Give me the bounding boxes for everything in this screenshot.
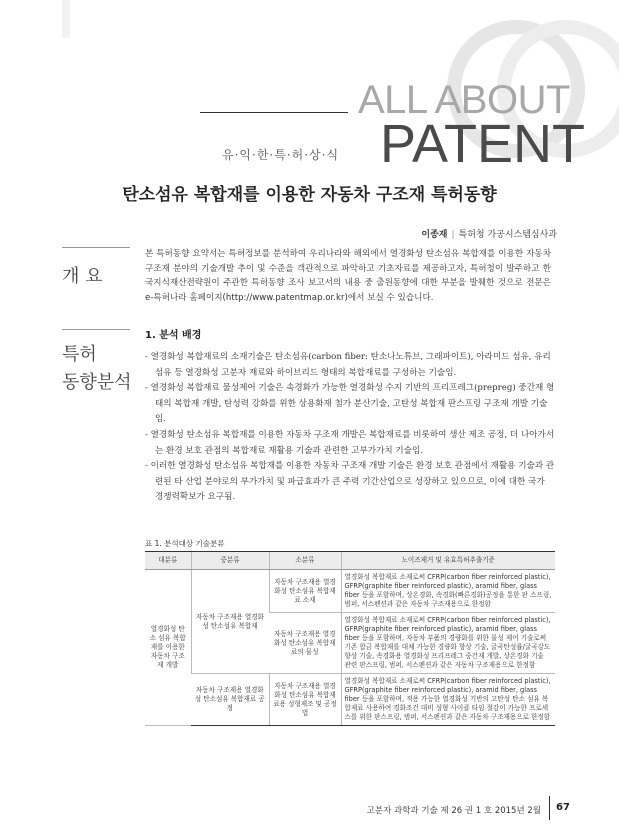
sidebar-heading-analysis-2: 동향분석 xyxy=(62,372,132,393)
cell-criteria: 열경화성 복합재료 소재로써 CFRP(carbon fiber reinforced plastic), GFRP(graphite fiber reinforced plastic), aramid fiber, glass fiber 등을 포함하며, 자동차 부품의 경량화를 위한 물성 제어 기술로써 기존 합금 복합재를 대체 가능한 경량화 향상 기술, 굴곡탄성률/굴곡강도 향상 기술, 속경화용 열경화성 프리프레그 중간재 개발, 상온경화 기술 관련 판스프링, 범퍼, 서스펜션과 같은 자동차 구조재용으로 한정함 xyxy=(341,613,555,674)
cell-sub: 자동차 구조재용 열경화성 탄소섬유 복합재료용 성형제조 및 공정법 xyxy=(269,674,341,726)
classification-table xyxy=(145,551,555,726)
bullet-item: - 열경화성 복합재료 물성제어 기술은 속경화가 가능한 열경화성 수지 기반의 프리프레그(prepreg) 중간재 형태의 복합재 개발, 탄성력 강화를 위한 상용화재 첨가 분산기술, 고탄성 복합재 판스프링 구조재 개발 기술임. xyxy=(145,383,555,425)
intro-paragraph: 본 특허동향 요약서는 특허정보를 분석하여 우리나라와 해외에서 열경화성 탄소섬유 복합재를 이용한 자동차 구조재 분야의 기술개발 추이 및 수준을 객관적으로 파악하고 기초자료를 제공하고자, 특허청이 발주하고 한국지식재산전략원이 주관한 특허동향 조사 보고서의 내용 중 출원동향에 대한 부분을 발췌한 것으로 전문은 e-특허나라 홈페이지(http://www.patentmap.or.kr)에서 보실 수 있습니다. xyxy=(145,249,551,303)
sidebar-heading-analysis-1: 특허 xyxy=(62,344,97,365)
section-heading: 1. 분석 배경 xyxy=(145,330,202,341)
table-caption: 표 1. 분석대상 기술분류 xyxy=(145,539,225,548)
cell-major: 열경화성 탄소 섬유 복합재를 이용한 자동차 구조재 개발 xyxy=(145,570,191,726)
cell-sub: 자동차 구조재용 열경화성 탄소섬유 복합재료의 물성 xyxy=(269,613,341,674)
article-title: 탄소섬유 복합재를 이용한 자동차 구조재 특허동향 xyxy=(122,185,497,205)
page-number: 67 xyxy=(556,802,570,813)
author-line: 이종재 | 특허청 가공시스템심사과 xyxy=(421,230,557,240)
author-name: 이종재 xyxy=(421,230,448,240)
cell-mid: 자동차 구조재용 열경화성 탄소섬유 복합재료 공정 xyxy=(191,674,269,726)
bullet-item: - 이러한 열경화성 탄소섬유 복합재를 이용한 자동차 구조재 개발 기술은 환경 보호 관점에서 재활용 기술과 관련된 타 산업 분야로의 부가가치 및 파급효과가 큰 주력 기간산업으로 성장하고 있으므로, 이에 대한 국가 경쟁력확보가 요구됨. xyxy=(145,461,555,503)
header-criteria: 노이즈제거 및 유효특허추출기준 xyxy=(341,552,555,570)
brand-line-1: ALL ABOUT xyxy=(358,78,570,122)
sidebar-rule-analysis xyxy=(62,329,130,330)
sidebar-rule-overview xyxy=(62,247,130,248)
decorative-bar xyxy=(62,0,70,38)
header-major: 대분류 xyxy=(145,552,191,570)
cell-criteria: 열경화성 복합재료 소재로써 CFRP(carbon fiber reinforced plastic), GFRP(graphite fiber reinforced plastic), aramid fiber, glass fiber 등을 포함하며, 적용 가능한 열경화성 기반의 고탄성 탄소 섬유 복합재료 사용하여 경화조건 대비 성형 사이클 타임 절감이 가능한 프로세스를 위한 판스프링, 범퍼, 서스펜션과 같은 자동차 구조재용으로 한정함 xyxy=(341,674,555,726)
table-header-row xyxy=(145,552,555,570)
cell-sub: 자동차 구조재용 열경화성 탄소섬유 복합재료 소재 xyxy=(269,570,341,613)
header-sub: 소분류 xyxy=(269,552,341,570)
table-row xyxy=(145,674,555,726)
tagline: 유·익·한·특·허·상·식 xyxy=(222,148,340,162)
bullet-item: - 열경화성 탄소섬유 복합재를 이용한 자동차 구조재 개발은 복합재료를 비롯하여 생산 제조 공정, 더 나아가서는 환경 보호 관점의 복합재료 재활용 기술과 관련한 고부가가치 기술임. xyxy=(145,429,555,456)
cell-criteria: 열경화성 복합재료 소재로써 CFRP(carbon fiber reinforced plastic), GFRP(graphite fiber reinforced plastic), aramid fiber, glass fiber 등을 포함하며, 상온경화, 속경화(빠른경화)공정을 통한 판 스프링, 범퍼, 서스펜션과 같은 자동차 구조재용으로 한정함 xyxy=(341,570,555,613)
brand-line-2: PATENT xyxy=(380,114,586,174)
header-mid: 중분류 xyxy=(191,552,269,570)
footer-divider xyxy=(549,796,550,820)
sidebar-heading-overview: 개 요 xyxy=(62,266,103,287)
table-row xyxy=(145,570,555,613)
author-affiliation: 특허청 가공시스템심사과 xyxy=(458,230,557,240)
footer-journal: 고분자 과학과 기술 제 26 권 1 호 2015년 2월 xyxy=(366,806,541,816)
header-rule xyxy=(200,112,348,113)
bullet-list xyxy=(145,350,555,506)
cell-mid: 자동차 구조재용 열경화성 탄소섬유 복합재 xyxy=(191,570,269,674)
bullet-item: - 열경화성 복합재료의 소재기술은 탄소섬유(carbon fiber: 탄소나노튜브, 그래파이트), 아라미드 섬유, 유리섬유 등 열경화성 고분자 재료와 하이브리드 형태의 복합재료를 구성하는 기술임. xyxy=(145,352,551,378)
